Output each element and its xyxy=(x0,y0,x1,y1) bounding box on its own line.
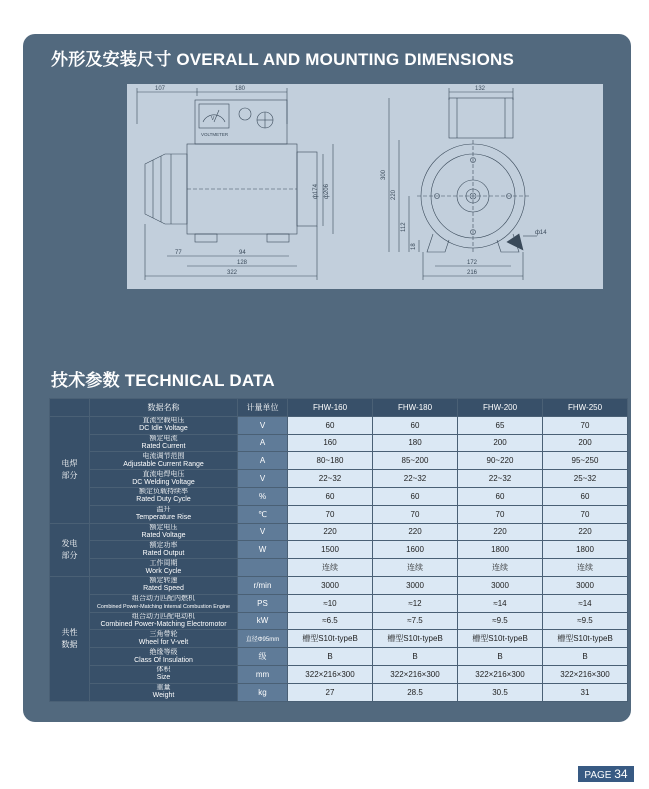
param-name xyxy=(90,470,238,488)
param-value: 322×216×300 xyxy=(543,665,628,683)
table-row xyxy=(50,683,628,701)
table-row xyxy=(50,576,628,594)
param-unit: W xyxy=(238,541,288,559)
param-name-en: Rated Duty Cycle xyxy=(136,496,191,504)
param-name xyxy=(90,505,238,523)
param-value: ≈9.5 xyxy=(458,612,543,630)
param-value: 30.5 xyxy=(458,683,543,701)
page-label: PAGE xyxy=(584,770,612,781)
dim-322: 322 xyxy=(227,270,238,276)
param-unit: ℃ xyxy=(238,505,288,523)
param-name xyxy=(90,434,238,452)
param-name xyxy=(90,665,238,683)
param-value: 220 xyxy=(288,523,373,541)
param-value: 200 xyxy=(458,434,543,452)
param-value: 90~220 xyxy=(458,452,543,470)
front-view-drawing xyxy=(381,86,547,280)
dim-77: 77 xyxy=(175,250,182,256)
param-name xyxy=(90,648,238,666)
page-number: 34 xyxy=(614,767,628,781)
param-value: 连续 xyxy=(458,559,543,577)
param-value: 70 xyxy=(288,505,373,523)
group-label xyxy=(50,416,90,523)
param-unit: mm xyxy=(238,665,288,683)
pulley-icon xyxy=(145,154,187,224)
dim-phi174: ф174 xyxy=(313,184,319,199)
param-value: 3000 xyxy=(373,576,458,594)
param-value: 322×216×300 xyxy=(373,665,458,683)
param-value: 槽型S10t-typeB xyxy=(288,630,373,648)
group-label xyxy=(50,576,90,701)
technical-data-table xyxy=(49,398,628,702)
param-value: ≈12 xyxy=(373,594,458,612)
param-unit: V xyxy=(238,416,288,434)
param-name xyxy=(90,487,238,505)
param-name-en: Class Of Insulation xyxy=(134,656,193,664)
param-name-cn: 组合动力匹配电动机 xyxy=(132,612,195,620)
param-name-en: Size xyxy=(156,674,171,682)
side-view-drawing xyxy=(137,86,333,280)
param-name-cn: 直流空载电压 xyxy=(142,417,185,425)
param-name xyxy=(90,683,238,701)
group-label xyxy=(50,523,90,576)
param-value: 220 xyxy=(373,523,458,541)
param-value: 1500 xyxy=(288,541,373,559)
param-name-cn: 额定电压 xyxy=(149,523,178,531)
group-label-line: 发电 xyxy=(61,538,78,548)
param-name xyxy=(90,416,238,434)
dim-phi14: ф14 xyxy=(535,230,547,236)
param-name-cn: 体积 xyxy=(156,666,171,674)
param-name-en: Rated Current xyxy=(141,442,186,450)
param-value: 3000 xyxy=(458,576,543,594)
param-name-cn: 电流调节范围 xyxy=(142,452,185,460)
param-name-en: Adjustable Current Range xyxy=(123,460,204,468)
table-row xyxy=(50,505,628,523)
param-value: 322×216×300 xyxy=(458,665,543,683)
param-unit: 级 xyxy=(238,648,288,666)
param-value: 槽型S10t-typeB xyxy=(373,630,458,648)
group-label-line: 共性 xyxy=(61,627,78,637)
param-value: 27 xyxy=(288,683,373,701)
page-number-badge xyxy=(578,766,634,782)
param-value: 80~180 xyxy=(288,452,373,470)
param-value: 60 xyxy=(288,487,373,505)
param-value: 70 xyxy=(543,505,628,523)
param-value: B xyxy=(373,648,458,666)
table-row xyxy=(50,559,628,577)
param-unit: r/min xyxy=(238,576,288,594)
param-value: 70 xyxy=(373,505,458,523)
param-value: ≈6.5 xyxy=(288,612,373,630)
param-name-cn: 额定电流 xyxy=(149,434,178,442)
param-value: 70 xyxy=(543,416,628,434)
param-name-cn: 三角带轮 xyxy=(149,630,178,638)
param-name-en: Rated Voltage xyxy=(141,531,186,539)
param-name-cn: 额定功率 xyxy=(149,541,178,549)
param-value: 槽型S10t-typeB xyxy=(458,630,543,648)
param-value: ≈7.5 xyxy=(373,612,458,630)
param-value: 60 xyxy=(288,416,373,434)
param-value: 3000 xyxy=(288,576,373,594)
param-value: B xyxy=(288,648,373,666)
param-value: B xyxy=(458,648,543,666)
param-name-en: Combined Power-Matching Internal Combustion Engine xyxy=(96,604,231,611)
dim-216: 216 xyxy=(467,270,478,276)
param-name xyxy=(90,452,238,470)
dim-220: 220 xyxy=(391,189,397,200)
param-value: 连续 xyxy=(543,559,628,577)
param-unit: A xyxy=(238,452,288,470)
param-value: B xyxy=(543,648,628,666)
group-label-line: 部分 xyxy=(61,550,78,560)
dim-172: 172 xyxy=(467,260,478,266)
param-value: 1800 xyxy=(458,541,543,559)
param-unit: A xyxy=(238,434,288,452)
group-label-line: 数据 xyxy=(61,639,78,649)
param-name-cn: 额定负载持续率 xyxy=(139,488,188,496)
table-row xyxy=(50,594,628,612)
param-value: 连续 xyxy=(373,559,458,577)
param-value: 60 xyxy=(373,487,458,505)
param-name-cn: 组合动力匹配内燃机 xyxy=(132,595,195,603)
switch-knob-icon xyxy=(239,108,251,120)
table-row xyxy=(50,452,628,470)
param-value: 槽型S10t-typeB xyxy=(543,630,628,648)
param-value: 95~250 xyxy=(543,452,628,470)
param-name xyxy=(90,576,238,594)
param-value: 160 xyxy=(288,434,373,452)
group-label-line: 部分 xyxy=(61,470,78,480)
param-name xyxy=(90,630,238,648)
param-value: 22~32 xyxy=(288,470,373,488)
param-name-cn: 直流电焊电压 xyxy=(142,470,185,478)
dimension-drawing xyxy=(127,84,603,289)
param-name-cn: 温升 xyxy=(156,506,171,514)
param-value: 200 xyxy=(543,434,628,452)
dim-107: 107 xyxy=(155,86,166,92)
dim-112: 112 xyxy=(401,222,407,232)
table-row xyxy=(50,434,628,452)
param-value: 连续 xyxy=(288,559,373,577)
param-value: 322×216×300 xyxy=(288,665,373,683)
header-model: FHW-160 xyxy=(288,399,373,417)
param-unit: V xyxy=(238,523,288,541)
group-label-line: 电焊 xyxy=(61,458,78,468)
param-name-en: Rated Speed xyxy=(143,585,184,593)
dim-128: 128 xyxy=(237,260,248,266)
param-name-en: Combined Power-Matching Electromotor xyxy=(100,620,227,628)
param-unit: kg xyxy=(238,683,288,701)
foot-hole-icon xyxy=(507,234,523,250)
param-value: 60 xyxy=(458,487,543,505)
param-value: 60 xyxy=(543,487,628,505)
table-row xyxy=(50,612,628,630)
table-row xyxy=(50,665,628,683)
param-name-cn: 额定转速 xyxy=(149,577,178,585)
header-blank xyxy=(50,399,90,417)
param-name xyxy=(90,594,238,612)
param-unit: V xyxy=(238,470,288,488)
param-value: 1800 xyxy=(543,541,628,559)
table-row xyxy=(50,416,628,434)
header-unit: 计量单位 xyxy=(238,399,288,417)
param-unit: PS xyxy=(238,594,288,612)
param-value: 3000 xyxy=(543,576,628,594)
dim-300: 300 xyxy=(381,169,387,180)
param-unit xyxy=(238,559,288,577)
param-value: 25~32 xyxy=(543,470,628,488)
dim-18: 18 xyxy=(411,243,417,250)
table-row xyxy=(50,487,628,505)
dim-180: 180 xyxy=(235,86,246,92)
param-value: ≈14 xyxy=(458,594,543,612)
param-unit: 直径Φ95mm xyxy=(238,630,288,648)
param-value: 31 xyxy=(543,683,628,701)
param-name-en: Work Cycle xyxy=(145,567,182,575)
table-row xyxy=(50,648,628,666)
param-name-en: Rated Output xyxy=(142,549,185,557)
param-name xyxy=(90,523,238,541)
param-unit: kW xyxy=(238,612,288,630)
param-name-en: DC Welding Voltage xyxy=(132,478,195,486)
header-model: FHW-180 xyxy=(373,399,458,417)
param-name-en: Wheel for V-velt xyxy=(138,638,189,646)
param-name-cn: 绝缘等级 xyxy=(149,648,178,656)
dim-phi206: ф206 xyxy=(324,184,330,199)
param-value: ≈14 xyxy=(543,594,628,612)
param-name xyxy=(90,541,238,559)
table-row xyxy=(50,470,628,488)
param-value: 180 xyxy=(373,434,458,452)
param-name-cn: 工作周期 xyxy=(149,559,178,567)
param-value: 60 xyxy=(373,416,458,434)
header-model: FHW-200 xyxy=(458,399,543,417)
param-name-en: Weight xyxy=(152,692,175,700)
table-row xyxy=(50,523,628,541)
header-data-name: 数据名称 xyxy=(90,399,238,417)
param-value: ≈10 xyxy=(288,594,373,612)
param-unit: % xyxy=(238,487,288,505)
content-panel xyxy=(23,34,631,722)
table-header-row xyxy=(50,399,628,417)
param-value: 85~200 xyxy=(373,452,458,470)
table-row xyxy=(50,541,628,559)
param-value: 22~32 xyxy=(373,470,458,488)
param-name-cn: 重量 xyxy=(156,684,171,692)
dimensions-title: 外形及安装尺寸 OVERALL AND MOUNTING DIMENSIONS xyxy=(51,50,515,69)
param-name xyxy=(90,612,238,630)
dim-94: 94 xyxy=(239,250,246,256)
param-value: ≈9.5 xyxy=(543,612,628,630)
param-value: 65 xyxy=(458,416,543,434)
param-name-en: DC Idle Voltage xyxy=(139,425,188,433)
param-value: 220 xyxy=(458,523,543,541)
param-value: 1600 xyxy=(373,541,458,559)
technical-title: 技术参数 TECHNICAL DATA xyxy=(51,371,275,390)
meter-label: V xyxy=(211,116,215,122)
param-value: 220 xyxy=(543,523,628,541)
dim-132: 132 xyxy=(475,86,486,92)
param-value: 70 xyxy=(458,505,543,523)
meter-caption: VOLTMETER xyxy=(201,132,229,137)
param-name-en: Temperature Rise xyxy=(135,514,192,522)
param-value: 22~32 xyxy=(458,470,543,488)
header-model: FHW-250 xyxy=(543,399,628,417)
param-name xyxy=(90,559,238,577)
table-row xyxy=(50,630,628,648)
param-value: 28.5 xyxy=(373,683,458,701)
